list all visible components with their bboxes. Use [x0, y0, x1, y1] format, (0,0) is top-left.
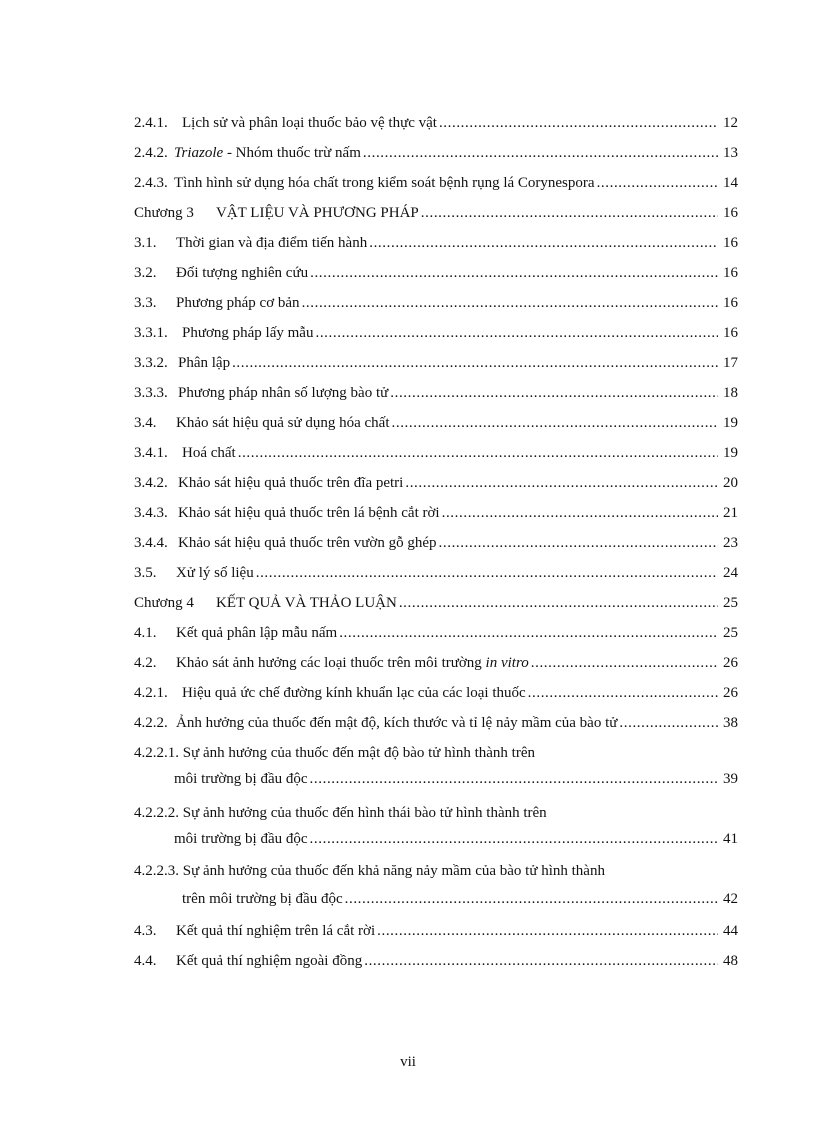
toc-entry-page: 44 [723, 923, 738, 939]
toc-subentry-first-line[interactable] [134, 741, 535, 765]
toc-entry-number: 3.4.2. [134, 475, 168, 491]
toc-entry-number: 2.4.2. [134, 145, 168, 161]
toc-chapter[interactable] [134, 591, 738, 615]
toc-entry[interactable] [134, 171, 738, 195]
toc-entry[interactable] [134, 141, 738, 165]
toc-entry[interactable] [134, 321, 738, 345]
toc-entry[interactable] [134, 621, 738, 645]
dot-leader [310, 261, 718, 285]
toc-entry-title-italic: Triazole [174, 145, 224, 161]
toc-entry-page: 42 [723, 891, 738, 907]
toc-entry-page: 19 [723, 415, 738, 431]
toc-entry-number: 4.2.2.2. [134, 805, 179, 821]
dot-leader [619, 711, 718, 735]
toc-entry-page: 23 [723, 535, 738, 551]
toc-entry[interactable] [134, 261, 738, 285]
dot-leader [310, 767, 718, 791]
toc-entry-title-line1: Sự ảnh hưởng của thuốc đến hình thái bào tử hình thành trên [182, 805, 547, 821]
toc-entry-title: Tình hình sử dụng hóa chất trong kiểm soát bệnh rụng lá Corynespora [174, 175, 595, 191]
toc-entry-page: 13 [723, 145, 738, 161]
toc-entry-page: 17 [723, 355, 738, 371]
toc-entry[interactable] [134, 561, 738, 585]
toc-entry-number: 3.3.2. [134, 355, 168, 371]
toc-entry-number: 3.3. [134, 295, 157, 311]
toc-entry-page: 26 [723, 685, 738, 701]
toc-entry-number: 3.4.3. [134, 505, 168, 521]
toc-entry-page: 25 [723, 625, 738, 641]
dot-leader [339, 621, 718, 645]
dot-leader [310, 827, 718, 851]
dot-leader [377, 919, 718, 943]
toc-entry[interactable] [134, 949, 738, 973]
dot-leader [238, 441, 718, 465]
toc-entry-title-line1: Sự ảnh hưởng của thuốc đến khả năng nảy mầm của bào tử hình thành [182, 863, 605, 879]
toc-entry-number: 4.1. [134, 625, 157, 641]
dot-leader [363, 141, 718, 165]
toc-entry[interactable] [134, 919, 738, 943]
toc-entry-number: 3.4.1. [134, 445, 168, 461]
toc-entry-number: 3.4.4. [134, 535, 168, 551]
toc-entry-title: môi trường bị đầu độc [174, 771, 308, 787]
toc-entry-title: Kết quả thí nghiệm trên lá cắt rời [176, 923, 376, 939]
toc-entry[interactable] [134, 441, 738, 465]
toc-entry-number: 4.2.2. [134, 715, 168, 731]
toc-entry[interactable] [134, 501, 738, 525]
toc-entry-title: Lịch sử và phân loại thuốc bảo vệ thực vật [182, 115, 437, 131]
toc-entry-title: Đối tượng nghiên cứu [176, 265, 309, 281]
toc-entry-page: 24 [723, 565, 738, 581]
toc-entry-page: 16 [723, 325, 738, 341]
toc-entry-title: môi trường bị đầu độc [174, 831, 308, 847]
dot-leader [345, 887, 718, 911]
toc-entry-title: Khảo sát hiệu quả thuốc trên đĩa petri [178, 475, 404, 491]
toc-entry-number: 4.4. [134, 953, 157, 969]
toc-entry-number: 4.2. [134, 655, 157, 671]
toc-entry-title: Ảnh hưởng của thuốc đến mật độ, kích thước và tỉ lệ nảy mầm của bào tử [176, 715, 618, 731]
toc-entry[interactable] [174, 827, 738, 851]
toc-entry-number: 3.1. [134, 235, 157, 251]
toc-entry-number: 4.2.2.3. [134, 863, 179, 879]
toc-entry-page: 18 [723, 385, 738, 401]
toc-chapter[interactable] [134, 201, 738, 225]
toc-entry-title: Khảo sát ảnh hưởng các loại thuốc trên môi trường [176, 655, 486, 671]
toc-entry-title: Khảo sát hiệu quả sử dụng hóa chất [176, 415, 390, 431]
toc-entry-number: 3.5. [134, 565, 157, 581]
dot-leader [302, 291, 718, 315]
toc-entry-title: Khảo sát hiệu quả thuốc trên lá bệnh cắt rời [178, 505, 440, 521]
dot-leader [390, 381, 718, 405]
toc-entry-page: 20 [723, 475, 738, 491]
dot-leader [232, 351, 718, 375]
toc-entry-page: 41 [723, 831, 738, 847]
dot-leader [364, 949, 718, 973]
toc-entry-page: 14 [723, 175, 738, 191]
toc-entry-title: Xử lý số liệu [176, 565, 254, 581]
toc-entry[interactable] [134, 681, 738, 705]
toc-entry-title: Khảo sát hiệu quả thuốc trên vườn gỗ ghép [178, 535, 437, 551]
dot-leader [439, 531, 718, 555]
toc-entry[interactable] [134, 651, 738, 675]
toc-entry[interactable] [134, 351, 738, 375]
toc-entry-number: 3.2. [134, 265, 157, 281]
toc-entry-title: Phân lập [178, 355, 231, 371]
toc-entry-number: 4.3. [134, 923, 157, 939]
toc-entry-page: 25 [723, 595, 738, 611]
dot-leader [528, 681, 718, 705]
toc-entry-title: Kết quả thí nghiệm ngoài đồng [176, 953, 363, 969]
toc-entry-page: 16 [723, 295, 738, 311]
toc-entry-title: - Nhóm thuốc trừ nấm [223, 145, 361, 161]
toc-entry[interactable] [134, 381, 738, 405]
dot-leader [531, 651, 718, 675]
toc-entry-title: Kết quả phân lập mẫu nấm [176, 625, 338, 641]
toc-entry-page: 16 [723, 235, 738, 251]
toc-entry-page: 16 [723, 205, 738, 221]
toc-entry-number: 3.3.1. [134, 325, 168, 341]
toc-entry-page: 26 [723, 655, 738, 671]
page-number: vii [400, 1054, 416, 1070]
toc-entry[interactable] [134, 411, 738, 435]
toc-entry-page: 38 [723, 715, 738, 731]
dot-leader [369, 231, 718, 255]
toc-entry[interactable] [134, 291, 738, 315]
toc-entry-page: 16 [723, 265, 738, 281]
toc-entry[interactable] [134, 531, 738, 555]
toc-entry-title: VẬT LIỆU VÀ PHƯƠNG PHÁP [216, 205, 419, 221]
dot-leader [392, 411, 719, 435]
toc-subentry-first-line[interactable] [134, 801, 547, 825]
toc-entry[interactable] [134, 471, 738, 495]
toc-entry-number: Chương 4 [134, 595, 194, 611]
toc-entry-page: 19 [723, 445, 738, 461]
toc-entry[interactable] [134, 111, 738, 135]
toc-entry-number: 2.4.3. [134, 175, 168, 191]
dot-leader [399, 591, 718, 615]
toc-entry-title: Phương pháp lấy mẫu [182, 325, 314, 341]
toc-entry-title: Hiệu quả ức chế đường kính khuẩn lạc của các loại thuốc [182, 685, 526, 701]
toc-entry[interactable] [134, 231, 738, 255]
toc-entry-title: Phương pháp nhân số lượng bào tử [178, 385, 389, 401]
toc-entry-title: trên môi trường bị đầu độc [182, 891, 343, 907]
dot-leader [442, 501, 718, 525]
toc-entry-page: 21 [723, 505, 738, 521]
toc-entry[interactable] [134, 711, 738, 735]
toc-entry-title-line1: Sự ảnh hưởng của thuốc đến mật độ bào tử hình thành trên [182, 745, 536, 761]
toc-entry-number: 3.4. [134, 415, 157, 431]
toc-entry[interactable] [174, 767, 738, 791]
toc-entry-title: Hoá chất [182, 445, 236, 461]
dot-leader [421, 201, 718, 225]
dot-leader [439, 111, 718, 135]
toc-entry-page: 12 [723, 115, 738, 131]
toc-entry-title: KẾT QUẢ VÀ THẢO LUẬN [216, 595, 397, 611]
toc-entry-number: 4.2.2.1. [134, 745, 179, 761]
toc-subentry-first-line[interactable] [134, 859, 605, 883]
toc-entry-title: Thời gian và địa điểm tiến hành [176, 235, 368, 251]
toc-entry-number: 2.4.1. [134, 115, 168, 131]
dot-leader [405, 471, 718, 495]
toc-entry-title-italic: in vitro [485, 655, 529, 671]
toc-entry-number: Chương 3 [134, 205, 194, 221]
dot-leader [256, 561, 718, 585]
toc-entry[interactable] [182, 887, 738, 911]
dot-leader [315, 321, 718, 345]
toc-entry-page: 48 [723, 953, 738, 969]
toc-entry-number: 4.2.1. [134, 685, 168, 701]
dot-leader [597, 171, 718, 195]
toc-entry-page: 39 [723, 771, 738, 787]
toc-entry-title: Phương pháp cơ bản [176, 295, 300, 311]
toc-entry-number: 3.3.3. [134, 385, 168, 401]
